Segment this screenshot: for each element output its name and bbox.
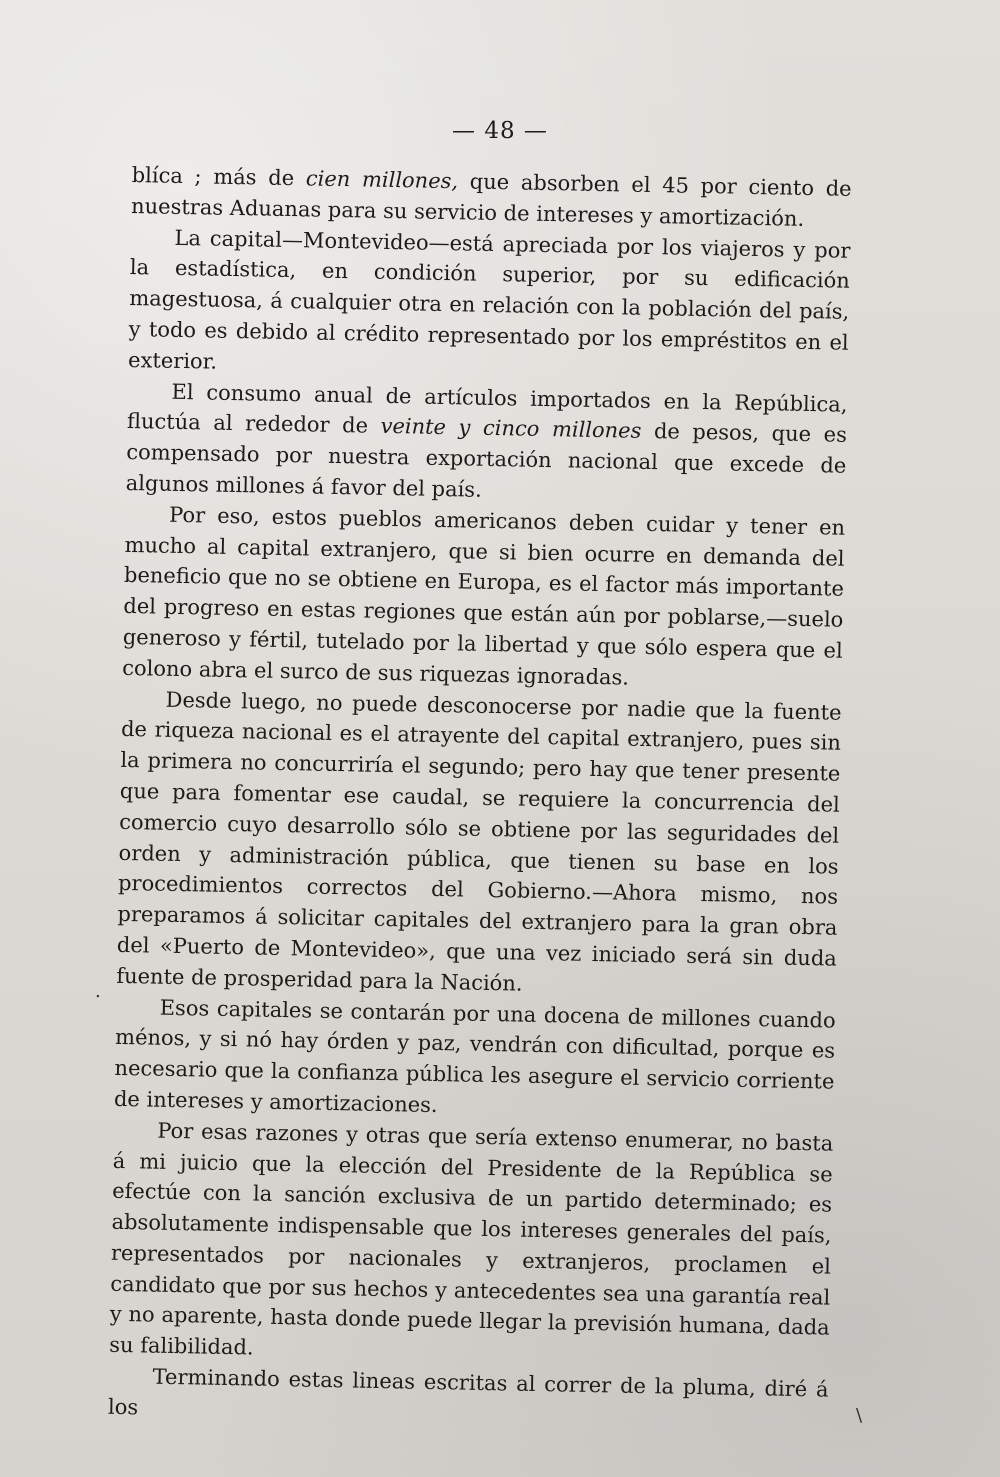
paragraph-1-end: que absorben el 45 por ciento de nuestras Aduanas para su servicio de intereses y amortización. (130, 169, 852, 231)
paragraph-3-emphasis: veinte y cinco millones (380, 414, 642, 444)
paragraph-8: Terminando estas lineas escritas al correr de la pluma, diré á los (107, 1364, 829, 1420)
margin-mark-left: . (95, 981, 101, 1002)
paragraph-5: Desde luego, no puede desconocerse por nadie que la fuente de riqueza nacional es el atrayente del capital extranjero, pues sin la primera no concurriría el segundo; pero hay que tener presente que para fomentar ese caudal, se requiere la concurrencia del comercio cuyo desarrollo sólo se obtiene por las seguridades del orden y administración pública, que tienen su base en los procedimientos correctos del Gobierno.—Ahora mismo, nos preparamos á solicitar capitales del extranjero para la gran obra del «Puerto de Montevideo», que una vez iniciado será sin duda fuente de prosperidad para la Nación. (116, 687, 842, 996)
paragraph-1-emphasis: cien millones, (305, 166, 459, 194)
paragraph-4: Por eso, estos pueblos americanos deben cuidar y tener en mucho al capital extranjero, que si bien ocurre en demanda del beneficio que no se obtiene en Europa, es el factor más importante del progreso en estas regiones que están aún por poblarse,—suelo generoso y fértil, tutelado por la libertad y que sólo espera que el colono abra el surco de sus riquezas ignoradas. (122, 502, 846, 690)
paragraph-7: Por esas razones y otras que sería extenso enumerar, no basta á mi juicio que la elección del Presidente de la República se efectúe con la sanción exclusiva de un partido determinado; es absolutamente indispensable que los intereses generales del país, representados por nacionales y extranjeros, proclamen el candidato que por sus hechos y antecedentes sea una garantía real y no aparente, hasta donde puede llegar la previsión humana, dada su falibilidad. (109, 1118, 834, 1360)
page-body (108, 160, 852, 1436)
paragraph-6: Esos capitales se contarán por una docena de millones cuando ménos, y si nó hay órden y paz, vendrán con dificultad, porque es necesario que la confianza pública les asegure el servicio corriente de intereses y amortizaciones. (113, 995, 836, 1117)
paragraph-3 (125, 376, 847, 513)
margin-mark-right: \ (856, 1405, 863, 1426)
paragraph-1-start: blíca ; más de (131, 162, 307, 191)
paragraph-3-end: de pesos, que es compensado por nuestra exportación nacional que excede de algunos millones á favor del país. (125, 419, 848, 502)
paragraph-3-start: El consumo anual de artículos importados en la República, fluctúa al rededor de (126, 379, 848, 439)
paragraph-2: La capital—Montevideo—está apreciada por los viajeros y por la estadística, en condición superior, por su edificación magestuosa, á cualquier otra en relación con la población del país, y todo es debido al crédito representado por los empréstitos en el exterior. (127, 225, 851, 374)
page-number: — 48 — (452, 118, 548, 144)
